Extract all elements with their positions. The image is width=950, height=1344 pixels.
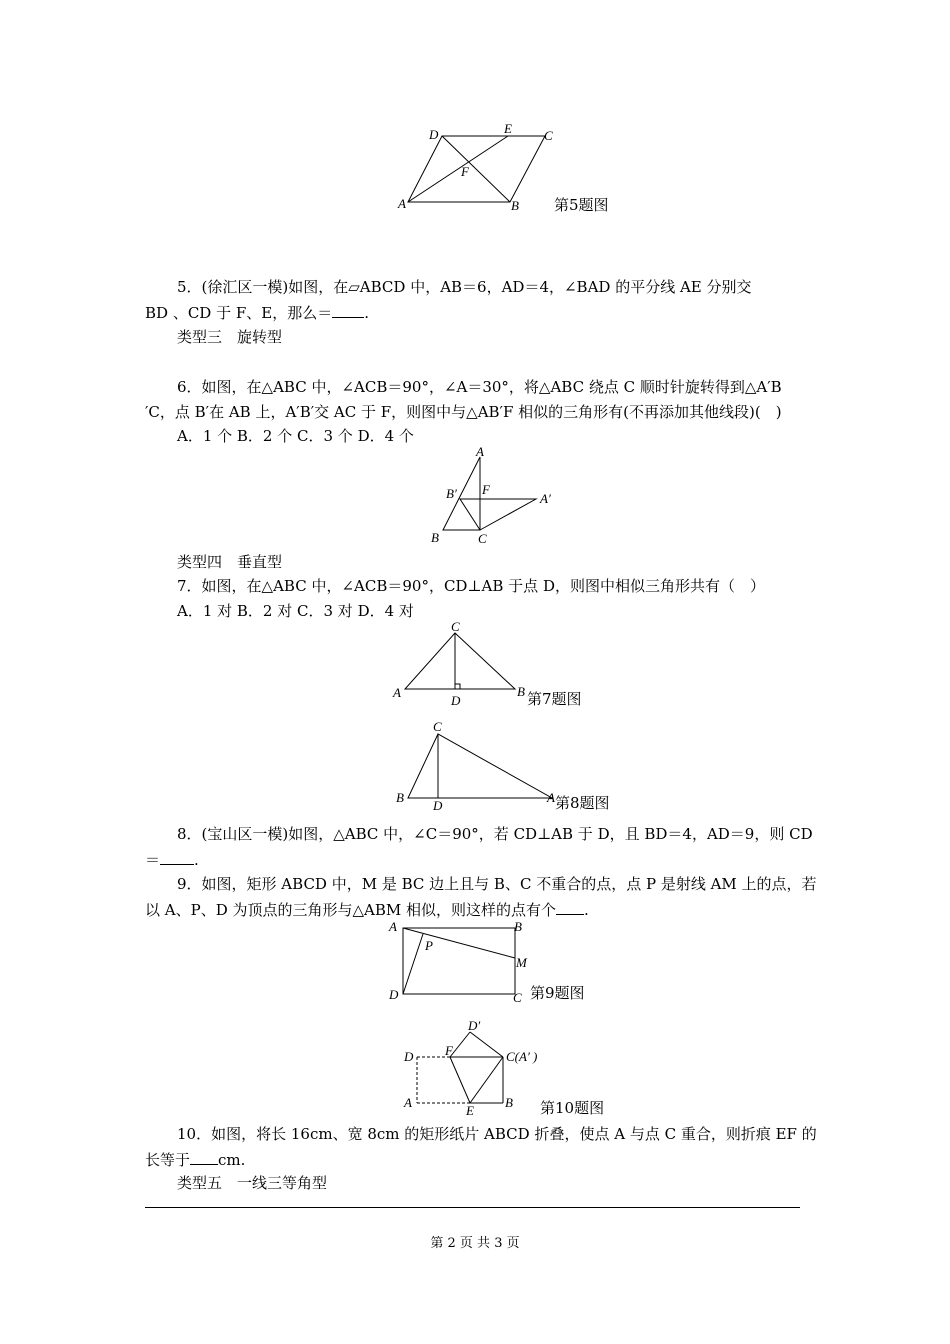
caption-fig8: 第8题图 xyxy=(555,794,610,812)
q5-text: BD 、CD 于 F、E，那么＝ xyxy=(145,304,333,322)
label-b: B xyxy=(505,1095,513,1110)
caption-fig7: 第7题图 xyxy=(527,690,582,708)
figure-10 xyxy=(395,1015,555,1120)
label-b: B xyxy=(514,919,522,934)
q10-text: 长等于 xyxy=(145,1151,191,1169)
footer-divider xyxy=(145,1207,800,1208)
q7-line1: 7．如图，在△ABC 中，∠ACB＝90°，CD⊥AB 于点 D，则图中相似三角形共有（ ） xyxy=(177,577,765,595)
q7-options: A．1 对 B．2 对 C．3 对 D．4 对 xyxy=(177,602,414,620)
label-b-prime: B′ xyxy=(446,486,457,501)
label-f: F xyxy=(461,164,469,179)
label-d: D xyxy=(451,693,461,708)
label-b: B xyxy=(517,684,525,699)
q6-line1: 6．如图，在△ABC 中，∠ACB＝90°，∠A＝30°，将△ABC 绕点 C 顺时针旋转得到△A′B xyxy=(177,378,782,396)
label-d: D xyxy=(429,127,439,142)
label-m: M xyxy=(516,955,527,970)
q10-line1: 10．如图，将长 16cm、宽 8cm 的矩形纸片 ABCD 折叠，使点 A 与点 C 重合，则折痕 EF 的 xyxy=(177,1125,817,1143)
label-c: C xyxy=(544,128,553,143)
q5-end: . xyxy=(364,304,369,322)
label-p: P xyxy=(425,938,433,953)
caption-fig10: 第10题图 xyxy=(540,1099,605,1117)
q10-line2 xyxy=(145,1149,810,1170)
figure-8 xyxy=(395,718,565,813)
label-a: A xyxy=(389,919,397,934)
heading-type4: 类型四 垂直型 xyxy=(177,553,283,571)
label-d-prime: D′ xyxy=(468,1018,481,1033)
label-f: F xyxy=(482,482,490,497)
caption-fig5: 第5题图 xyxy=(554,196,609,214)
q10-end: cm. xyxy=(218,1151,246,1169)
label-d: D xyxy=(389,987,399,1002)
figure-5 xyxy=(395,120,565,220)
label-c: C xyxy=(433,719,442,734)
label-c: C xyxy=(478,531,487,546)
q8-text: ＝ xyxy=(145,851,161,869)
label-a: A xyxy=(476,444,484,459)
label-c: C xyxy=(513,990,522,1005)
q6-line2: ′C，点 B′在 AB 上，A′B′交 AC 于 F，则图中与△AB′F 相似的三角形有(不再添加其他线段)( ) xyxy=(145,403,782,421)
q9-end: . xyxy=(584,901,589,919)
label-a: A xyxy=(398,196,406,211)
answer-blank-q8[interactable] xyxy=(160,849,194,865)
label-a: A xyxy=(404,1095,412,1110)
label-b: B xyxy=(511,198,519,213)
label-a-prime: A′ xyxy=(540,491,551,506)
label-b: B xyxy=(431,530,439,545)
caption-fig9: 第9题图 xyxy=(530,984,585,1002)
q5-line2 xyxy=(145,302,810,323)
label-e: E xyxy=(466,1103,474,1118)
label-a: A xyxy=(393,685,401,700)
label-a: A xyxy=(547,790,555,805)
label-d: D xyxy=(433,798,443,813)
figure-7 xyxy=(390,620,530,710)
heading-type5: 类型五 一线三等角型 xyxy=(177,1174,328,1192)
label-e: E xyxy=(504,121,512,136)
q9-line2 xyxy=(145,899,810,920)
heading-type3: 类型三 旋转型 xyxy=(177,328,283,346)
label-b: B xyxy=(396,790,404,805)
label-c: C xyxy=(451,619,460,634)
label-d: D xyxy=(404,1049,414,1064)
figure-6 xyxy=(425,445,565,550)
answer-blank-q10[interactable] xyxy=(190,1149,218,1165)
page-number: 第 2 页 共 3 页 xyxy=(430,1236,520,1251)
q8-line2 xyxy=(145,849,810,870)
label-f: F xyxy=(445,1043,453,1058)
q8-end: . xyxy=(194,851,199,869)
answer-blank-q9[interactable] xyxy=(556,899,584,915)
q6-options: A．1 个 B．2 个 C．3 个 D．4 个 xyxy=(177,427,414,445)
q8-line1: 8．(宝山区一模)如图，△ABC 中，∠C＝90°，若 CD⊥AB 于 D，且 BD＝4，AD＝9，则 CD xyxy=(177,825,813,843)
q9-text: 以 A、P、D 为顶点的三角形与△ABM 相似，则这样的点有个 xyxy=(145,901,557,919)
q5-line1: 5．(徐汇区一模)如图，在▱ABCD 中，AB＝6，AD＝4，∠BAD 的平分线 AE 分别交 xyxy=(177,278,752,296)
q9-line1: 9．如图，矩形 ABCD 中，M 是 BC 边上且与 B、C 不重合的点，点 P 是射线 AM 上的点，若 xyxy=(177,875,817,893)
label-c-a-prime: C(A′ ) xyxy=(506,1049,538,1064)
figure-9 xyxy=(385,918,535,1003)
answer-blank-q5[interactable] xyxy=(332,302,364,318)
